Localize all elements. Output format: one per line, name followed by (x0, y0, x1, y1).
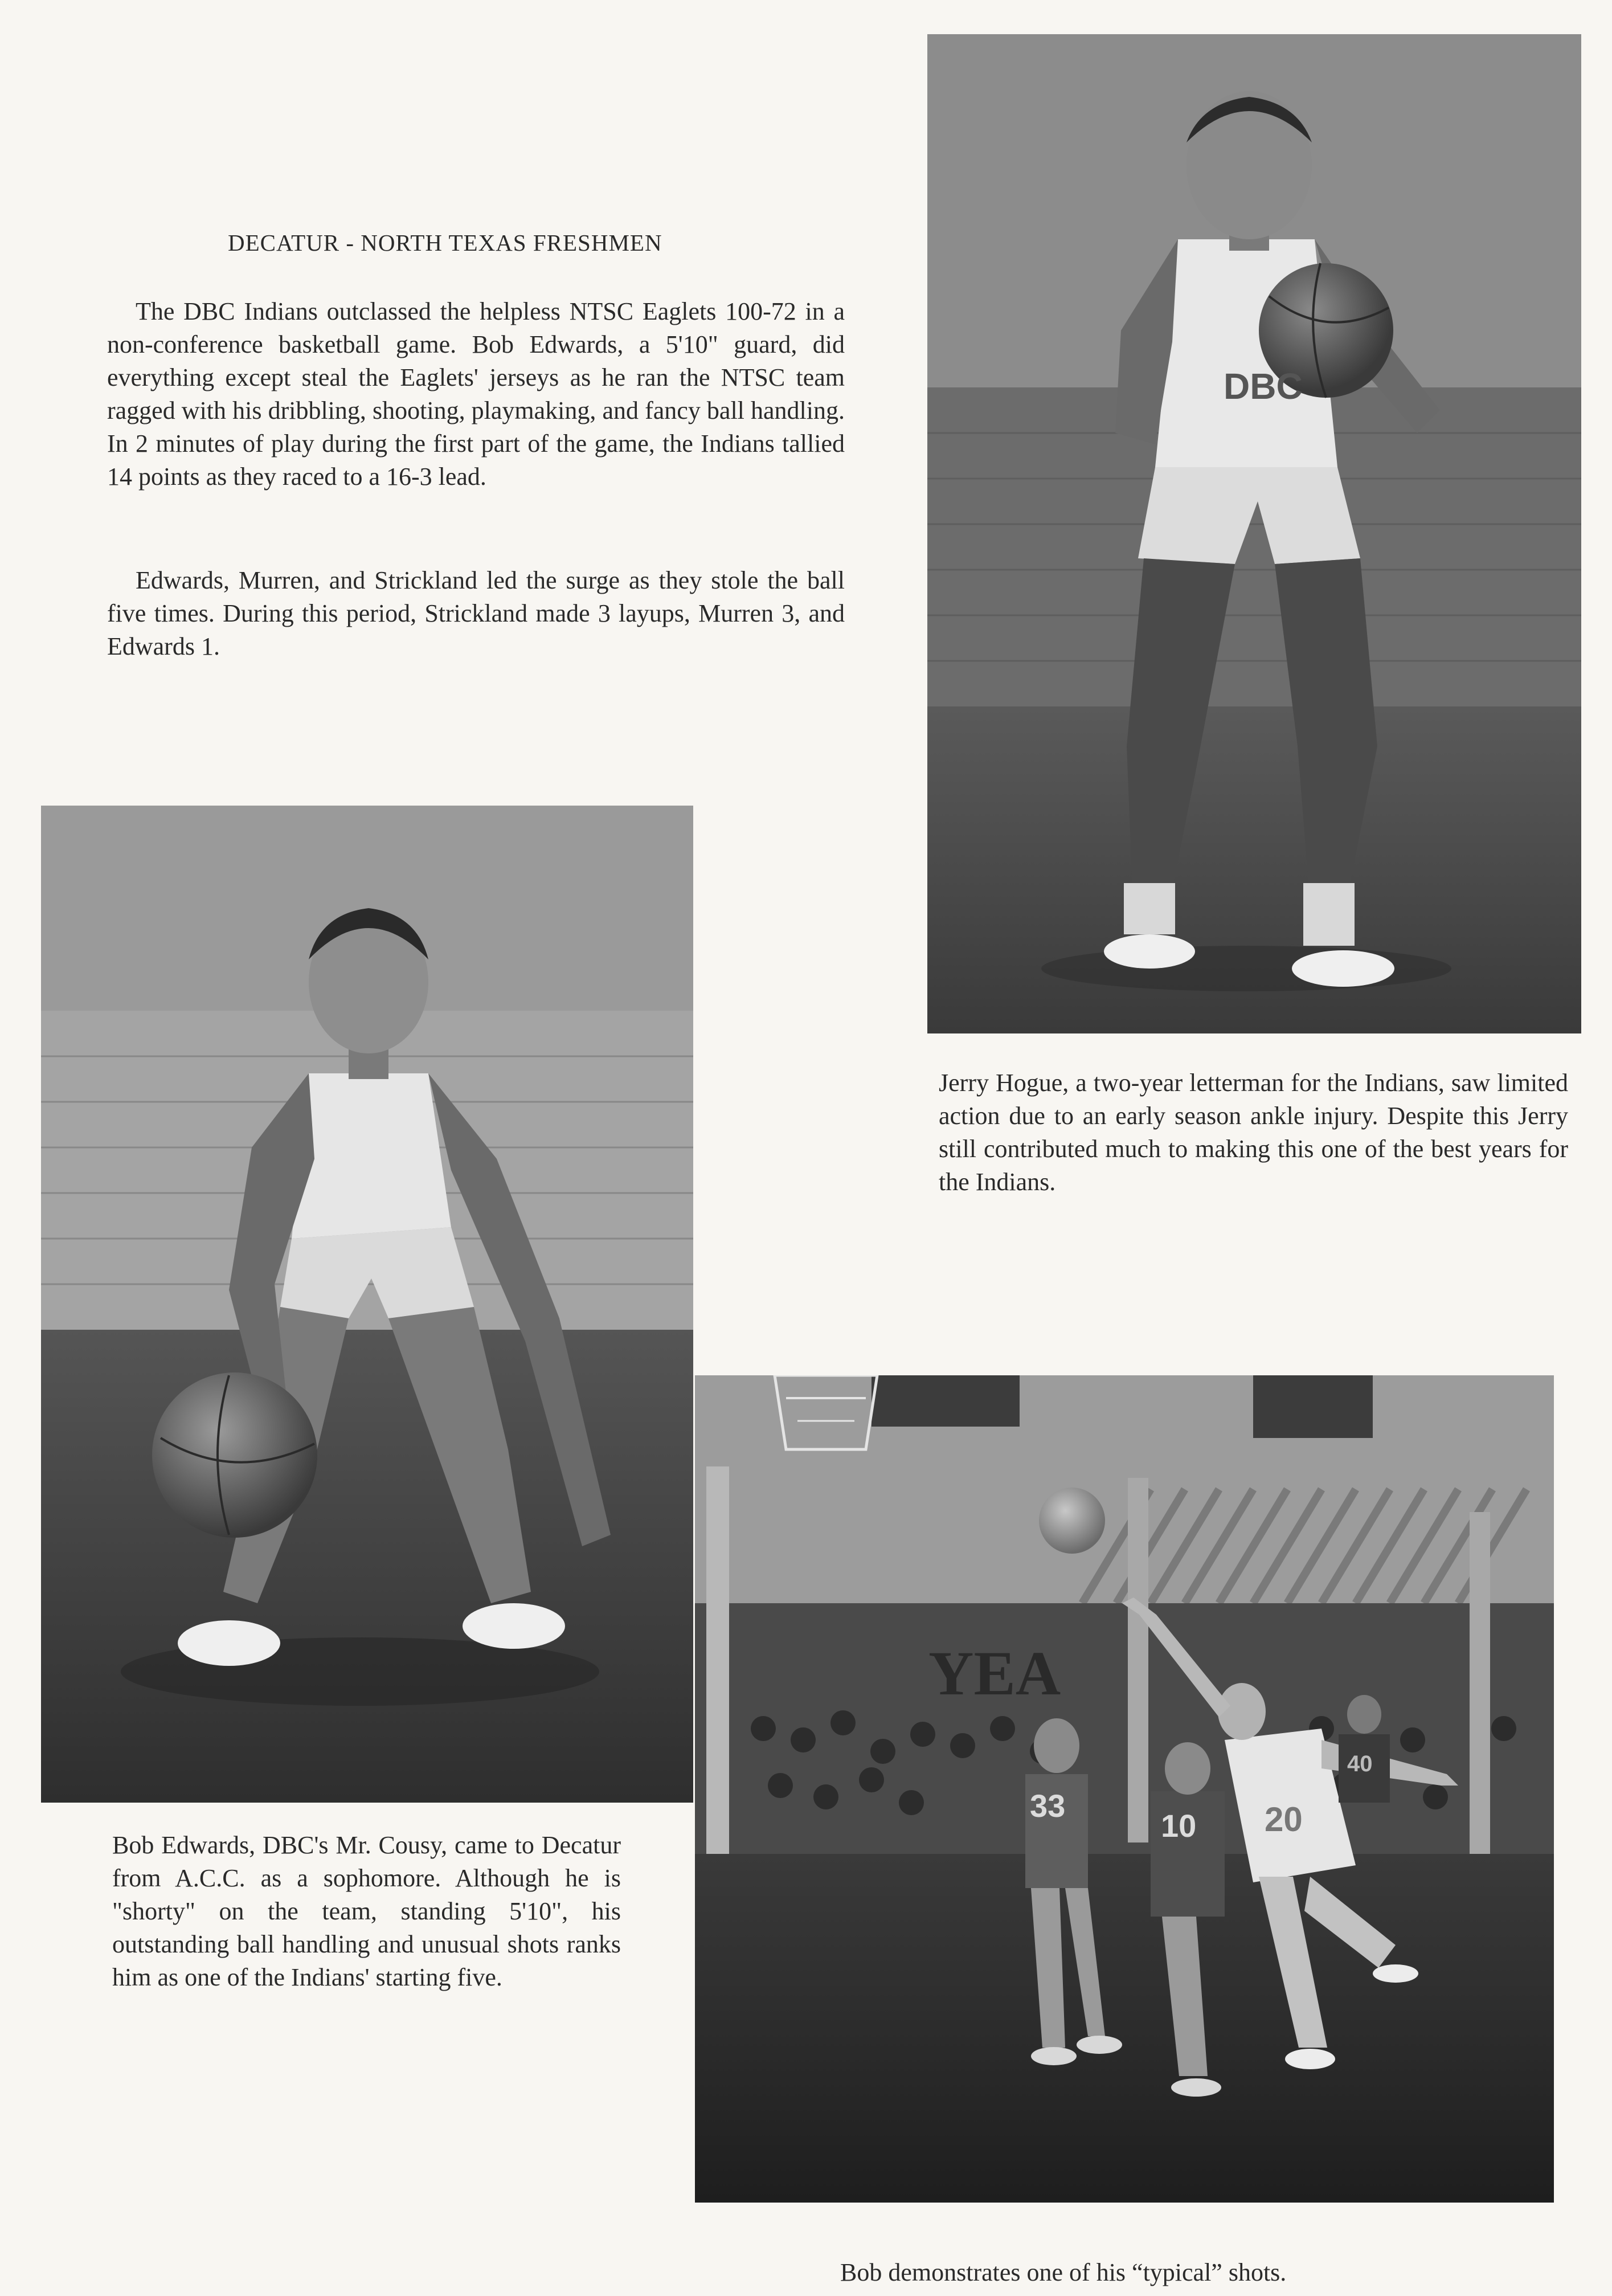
jersey-number-10: 10 (1161, 1808, 1197, 1844)
yea-banner: YEA (928, 1639, 1061, 1708)
article-heading: DECATUR - NORTH TEXAS FRESHMEN (228, 230, 662, 256)
jersey-number-33: 33 (1030, 1788, 1066, 1824)
photo-jerry-hogue (927, 34, 1581, 1033)
caption-bob-edwards: Bob Edwards, DBC's Mr. Cousy, came to Decatur from A.C.C. as a sophomore. Although he is "shorty" on the team, standing 5'10", his outstanding ball handling and unusual shots ranks him as one of the Indians' starting five. (112, 1831, 621, 1991)
article-paragraph-1: The DBC Indians outclassed the helpless NTSC Eaglets 100-72 in a non-conference basketball game. Bob Edwards, a 5'10" guard, did everything except steal the Eaglets' jerseys as he ran the NTSC team ragged with his dribbling, shooting, playmaking, and fancy ball handling. In 2 minutes of play during the first part of the game, the Indians tallied 14 points as they raced to a 16-3 lead. (107, 297, 845, 491)
photo-game-action (695, 1375, 1554, 2203)
jersey-number-40: 40 (1347, 1751, 1373, 1776)
caption-game-action: Bob demonstrates one of his “typical” shots. (840, 2258, 1287, 2286)
jersey-lettering: DBC (1224, 366, 1303, 407)
jersey-number-20: 20 (1265, 1800, 1303, 1839)
caption-jerry-hogue: Jerry Hogue, a two-year letterman for the Indians, saw limited action due to an early season ankle injury. Despite this Jerry still contributed much to making this one of the best years for the Indians. (939, 1069, 1568, 1196)
article-paragraph-2: Edwards, Murren, and Strickland led the surge as they stole the ball five times. During this period, Strickland made 3 layups, Murren 3, and Edwards 1. (107, 566, 845, 660)
photo-bob-edwards (41, 806, 693, 1803)
